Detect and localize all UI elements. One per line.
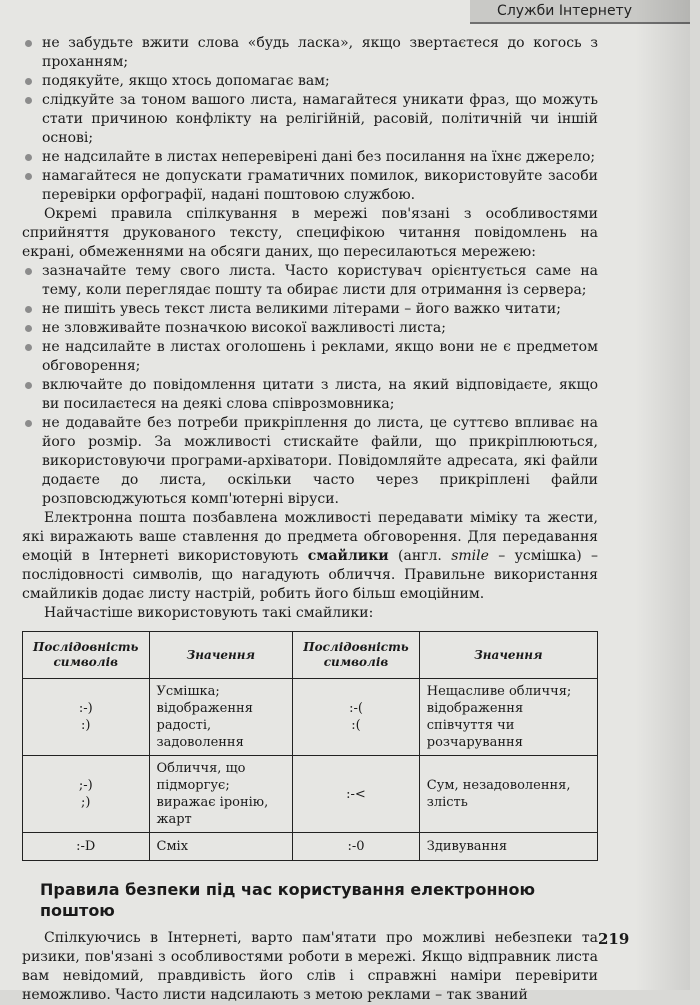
symbol-cell — [293, 679, 420, 756]
text-run: – усмішка) – послідовності символів, що нагадують обличчя. Правильне використання смайликів додає листу настрій, робить його більш емоційним. — [22, 548, 599, 602]
symbol-cell — [23, 679, 150, 756]
meaning-cell: Обличчя, що підморгує; виражає іронію, жарт — [149, 756, 293, 833]
list-item: не забудьте вжити слова «будь ласка», якщо звертаєтеся до когось з проханням; — [22, 34, 598, 72]
meaning-cell: Усмішка; відображення радості, задоволення — [149, 679, 293, 756]
symbol: :) — [81, 718, 91, 733]
meaning-cell: Здивування — [419, 833, 597, 861]
list-item: не надсилайте в листах неперевірені дані без посилання на їхнє джерело; — [22, 148, 598, 167]
running-head: Служби Інтернету — [470, 0, 690, 24]
paragraph-emotions — [22, 509, 598, 604]
meaning-cell: Сміх — [149, 833, 293, 861]
symbol-cell: :-0 — [293, 833, 420, 861]
symbol: ;) — [81, 795, 91, 810]
table-row — [23, 679, 598, 756]
bullet-list-network-rules — [22, 262, 598, 509]
symbol: :( — [351, 718, 361, 733]
table-row — [23, 833, 598, 861]
column-header: Послідовність символів — [23, 632, 150, 679]
symbol-cell: :-< — [293, 756, 420, 833]
symbol: :-( — [349, 701, 363, 716]
column-header: Значення — [149, 632, 293, 679]
symbol: :-) — [78, 701, 93, 716]
term-smiley: смайлики — [307, 548, 389, 564]
list-item: не додавайте без потреби прикріплення до листа, це суттєво впливає на його розмір. За можливості стискайте файли, що прикріплюються, використовуючи програми-архіватори. Повідомляйте адресата, які файли додаєте до листа, оскільки часто через прикріплені файли розповсюджуються комп'ютерні віруси. — [22, 414, 598, 509]
bullet-list-courtesy — [22, 34, 598, 205]
list-item: намагайтеся не допускати граматичних помилок, використовуйте засоби перевірки орфографії, надані поштовою службою. — [22, 167, 598, 205]
list-item: не зловживайте позначкою високої важливості листа; — [22, 319, 598, 338]
column-header: Послідовність символів — [293, 632, 420, 679]
column-header: Значення — [419, 632, 597, 679]
table-header-row — [23, 632, 598, 679]
list-item: зазначайте тему свого листа. Часто користувач орієнтується саме на тему, коли переглядає пошту та обирає листи для отримання із сервера; — [22, 262, 598, 300]
term-smile-english: smile — [451, 548, 489, 564]
list-item: включайте до повідомлення цитати з листа, на який відповідаєте, якщо ви посилаєтеся на деякі слова співрозмовника; — [22, 376, 598, 414]
list-item: не пишіть увесь текст листа великими літерами – його важко читати; — [22, 300, 598, 319]
meaning-cell: Сум, незадоволення, злість — [419, 756, 597, 833]
paragraph-special-rules: Окремі правила спілкування в мережі пов'язані з особливостями сприйняття друкованого тексту, специфікою читання повідомлень на екрані, обмеженнями на обсяги даних, що пересилаються мережею: — [22, 206, 598, 260]
smileys-table — [22, 631, 598, 861]
symbol: ;-) — [78, 778, 93, 793]
page-content — [22, 34, 598, 1005]
text-run: Електронна пошта позбавлена можливості передавати міміку та жести, які виражають ваше ставлення до предмета обговорення. Для передавання емоцій в Інтернеті використовують — [22, 510, 598, 564]
list-item: слідкуйте за тоном вашого листа, намагайтеся уникати фраз, що можуть стати причиною конфлікту на релігійній, расовій, політичній чи іншій основі; — [22, 91, 598, 148]
table-row — [23, 756, 598, 833]
paragraph-safety: Спілкуючись в Інтернеті, варто пам'ятати про можливі небезпеки та ризики, пов'язані з особливостями роботи в мережі. Якщо відправник листа вам невідомий, правдивість його слів і справжні наміри перевірити неможливо. Часто листи надсилають з метою реклами – так званий — [22, 930, 598, 1003]
list-item: не надсилайте в листах оголошень і реклами, якщо вони не є предметом обговорення; — [22, 338, 598, 376]
paragraph-table-intro: Найчастіше використовують такі смайлики: — [44, 605, 374, 621]
section-heading: Правила безпеки під час користування електронною поштою — [40, 880, 536, 920]
symbol-cell: :-D — [23, 833, 150, 861]
page-number: 219 — [598, 930, 630, 948]
meaning-cell: Нещасливе обличчя; відображення співчуття чи розчарування — [419, 679, 597, 756]
list-item: подякуйте, якщо хтось допомагає вам; — [22, 72, 598, 91]
text-run: (англ. — [388, 548, 452, 564]
symbol-cell — [23, 756, 150, 833]
